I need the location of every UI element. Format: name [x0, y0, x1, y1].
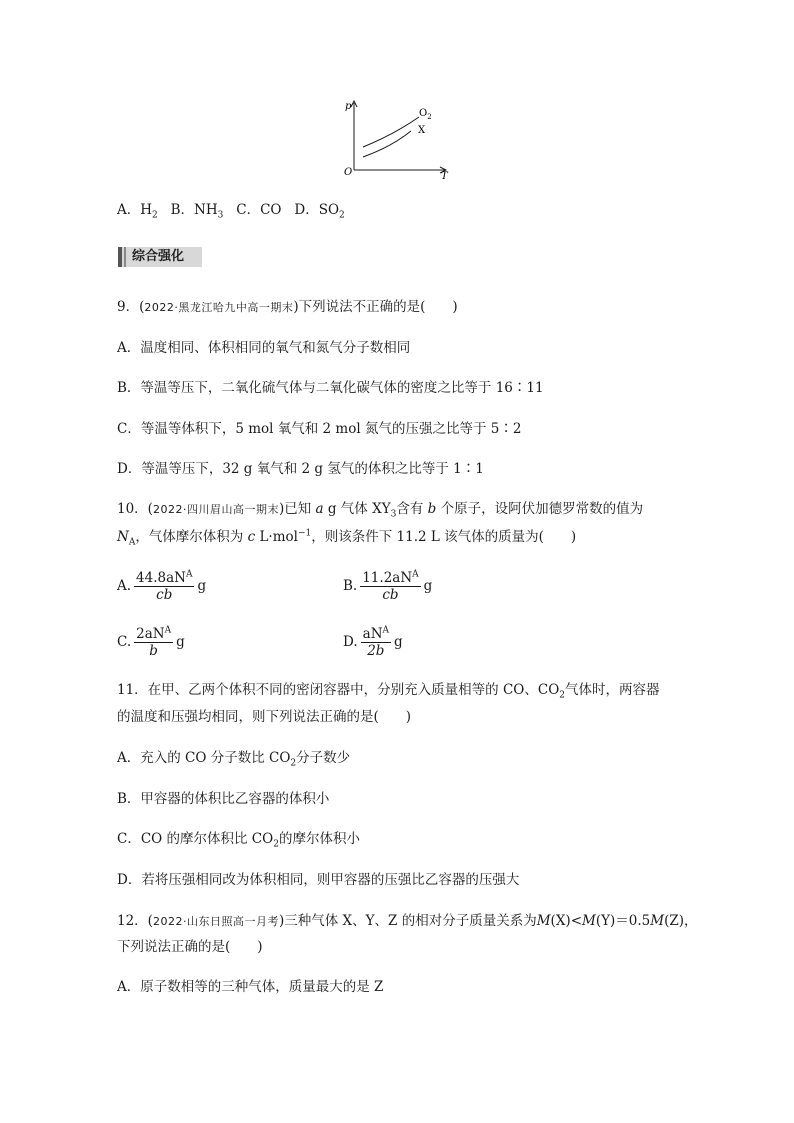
q9-option-b: B．等温等压下，二氧化硫气体与二氧化碳气体的密度之比等于 16∶11 — [117, 380, 544, 396]
q8-option-d: D．$SO_2$ — [294, 202, 345, 221]
q11-stem-line2: 的温度和压强均相同，则下列说法正确的是( ) — [117, 709, 412, 725]
q9-option-d: D．等温等压下，32 g 氧气和 2 g 氢气的体积之比等于 1∶1 — [117, 461, 484, 477]
fraction: $\frac{44.8aN^A}{cb}$ — [136, 569, 193, 603]
q10-option-d: D. $\frac{aN^A}{2b}$ g — [343, 625, 403, 659]
fraction: $\frac{aN^A}{2b}$ — [362, 625, 390, 659]
q10-option-b: B. $\frac{11.2aN^A}{cb}$ g — [343, 569, 433, 603]
q9-option-c: C．等温等体积下，5 mol 氧气和 2 mol 氮气的压强之比等于 5∶2 — [117, 421, 522, 437]
q11-option-d: D．若将压强相同改为体积相同，则甲容器的压强比乙容器的压强大 — [117, 872, 520, 888]
curve-x-label: X — [418, 125, 426, 136]
q8-option-b: B．$NH_3$ — [170, 202, 224, 221]
q9-option-a: A．温度相同、体积相同的氧气和氮气分子数相同 — [117, 340, 411, 356]
q9-stem: 9．(2022·黑龙江哈九中高一期末)下列说法不正确的是( ) — [117, 299, 458, 315]
origin-label: O — [344, 167, 353, 178]
q8-options — [117, 201, 345, 219]
q11-stem-line1: 11．在甲、乙两个体积不同的密闭容器中，分别充入质量相等的 CO、$CO_2$气体时，两容器 — [117, 682, 660, 701]
p-t-graph — [335, 95, 455, 180]
q12-option-a: A．原子数相等的三种气体，质量最大的是 Z — [117, 979, 384, 995]
q11-option-a: A．充入的 CO 分子数比 $CO_2$分子数少 — [117, 750, 351, 769]
x-axis-label: T — [441, 171, 448, 180]
q8-option-a: A．$H_2$ — [117, 202, 158, 221]
q12-stem-line1: 12．(2022·山东日照高一月考)三种气体 X、Y、Z 的相对分子质量关系为M(X)<M(Y)＝0.5M(Z)， — [117, 913, 698, 929]
q11-option-c: C．CO 的摩尔体积比 $CO_2$的摩尔体积小 — [117, 831, 360, 850]
fraction: $\frac{11.2aN^A}{cb}$ — [362, 569, 419, 603]
q10-stem-line2: $N_A$，气体摩尔体积为 c L·mol$^{-1}$，则该条件下 11.2 L 该气体的质量为( ) — [117, 528, 577, 548]
y-axis-label: p — [345, 101, 352, 112]
fraction: $\frac{2aN^A}{b}$ — [136, 625, 172, 659]
q11-option-b: B．甲容器的体积比乙容器的体积小 — [117, 791, 330, 807]
q12-stem-line2: 下列说法正确的是( ) — [117, 939, 263, 955]
q8-option-c: C．CO — [236, 202, 282, 218]
curve-o2 — [363, 117, 419, 147]
curve-o2-label: $O_2$ — [419, 108, 432, 121]
q10-option-a: A. $\frac{44.8aN^A}{cb}$ g — [117, 569, 207, 603]
section-heading: 综合强化 — [118, 247, 202, 267]
q10-option-c: C. $\frac{2aN^A}{b}$ g — [117, 625, 185, 659]
q10-stem-line1: 10．(2022·四川眉山高一期末)已知 a g 气体 $XY_3$含有 b 个原子，设阿伏加德罗常数的值为 — [117, 501, 644, 520]
